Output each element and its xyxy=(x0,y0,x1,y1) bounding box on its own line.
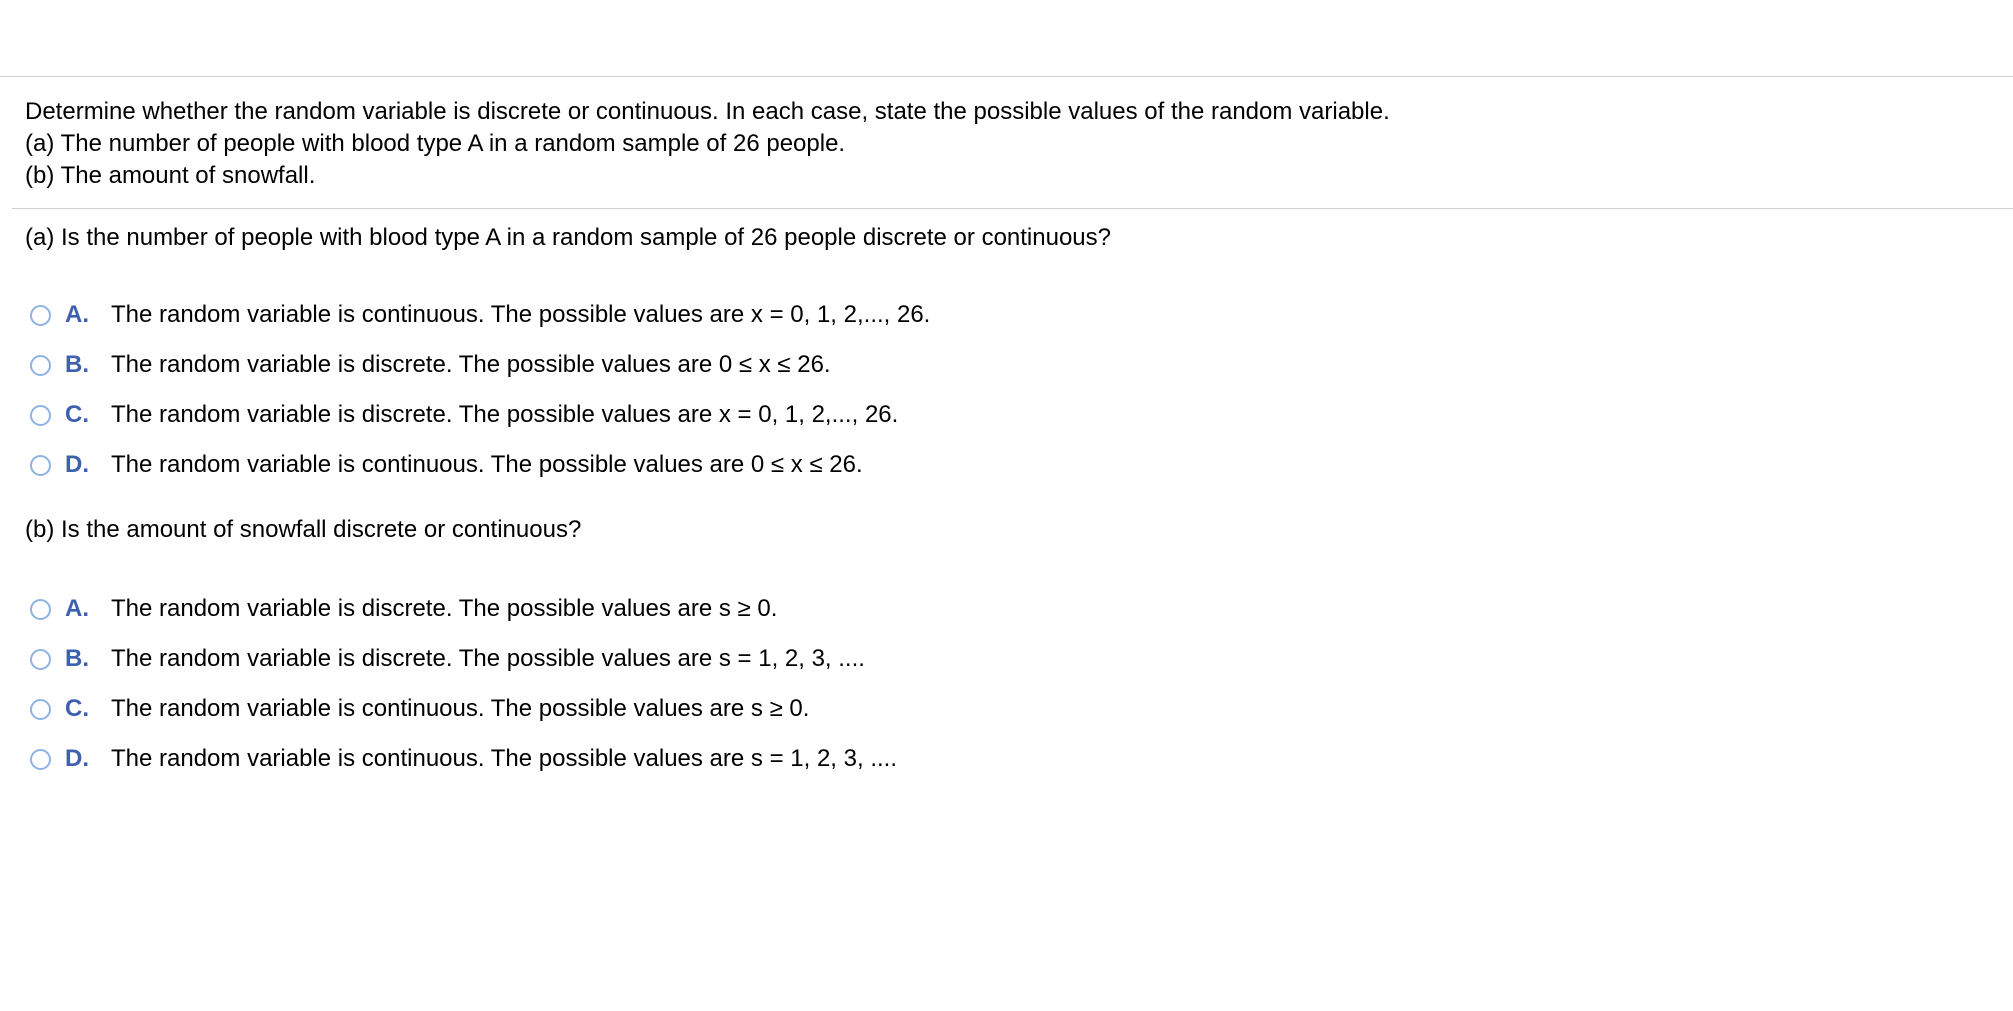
radio-button[interactable] xyxy=(30,355,51,376)
option-text: The random variable is continuous. The possible values are s ≥ 0. xyxy=(111,695,810,722)
radio-button[interactable] xyxy=(30,749,51,770)
option-text: The random variable is discrete. The possible values are s ≥ 0. xyxy=(111,595,778,622)
option-text: The random variable is continuous. The possible values are 0 ≤ x ≤ 26. xyxy=(111,451,863,478)
radio-button[interactable] xyxy=(30,305,51,326)
radio-button[interactable] xyxy=(30,599,51,620)
problem-part-b: (b) The amount of snowfall. xyxy=(25,162,316,189)
question-a-option-b[interactable] xyxy=(30,348,831,382)
question-a-option-c[interactable] xyxy=(30,398,898,432)
question-b: (b) Is the amount of snowfall discrete or continuous? xyxy=(25,516,582,543)
top-divider xyxy=(0,76,2013,77)
problem-part-a: (a) The number of people with blood type A in a random sample of 26 people. xyxy=(25,130,846,157)
problem-statement xyxy=(25,96,1390,192)
option-letter: B. xyxy=(65,645,89,672)
question-b-option-b[interactable] xyxy=(30,642,865,676)
question-b-option-c[interactable] xyxy=(30,692,809,726)
radio-button[interactable] xyxy=(30,649,51,670)
option-text: The random variable is discrete. The possible values are 0 ≤ x ≤ 26. xyxy=(111,351,831,378)
option-letter: A. xyxy=(65,595,89,622)
option-text: The random variable is discrete. The possible values are s = 1, 2, 3, .... xyxy=(111,645,865,672)
option-letter: D. xyxy=(65,745,89,772)
option-letter: C. xyxy=(65,695,89,722)
radio-button[interactable] xyxy=(30,405,51,426)
option-text: The random variable is continuous. The possible values are s = 1, 2, 3, .... xyxy=(111,745,897,772)
question-a-option-d[interactable] xyxy=(30,448,863,482)
radio-button[interactable] xyxy=(30,699,51,720)
option-letter: C. xyxy=(65,401,89,428)
option-text: The random variable is continuous. The possible values are x = 0, 1, 2,..., 26. xyxy=(111,301,931,328)
option-letter: B. xyxy=(65,351,89,378)
option-letter: D. xyxy=(65,451,89,478)
option-letter: A. xyxy=(65,301,89,328)
section-divider xyxy=(12,208,2013,209)
question-b-option-a[interactable] xyxy=(30,592,777,626)
question-a: (a) Is the number of people with blood type A in a random sample of 26 people discrete or continuous? xyxy=(25,224,1111,251)
question-a-option-a[interactable] xyxy=(30,298,930,332)
question-b-option-d[interactable] xyxy=(30,742,897,776)
problem-intro: Determine whether the random variable is discrete or continuous. In each case, state the possible values of the random variable. xyxy=(25,98,1390,125)
option-text: The random variable is discrete. The possible values are x = 0, 1, 2,..., 26. xyxy=(111,401,899,428)
radio-button[interactable] xyxy=(30,455,51,476)
